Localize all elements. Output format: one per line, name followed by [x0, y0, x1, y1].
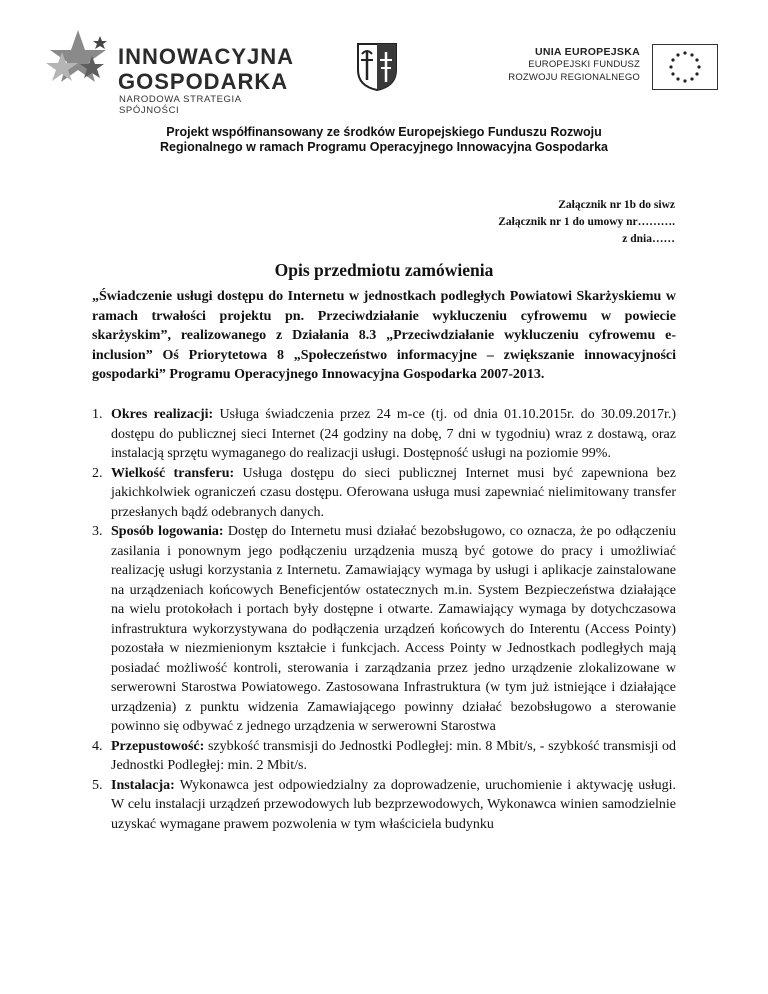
list-item-number: 3. [92, 524, 103, 539]
cofinancing-statement [0, 125, 768, 155]
cofinancing-line-1: Projekt współfinansowany ze środków Europejskiego Funduszu Rozwoju [166, 125, 602, 139]
eu-logo-text [508, 46, 640, 84]
logo-text-gospodarka: GOSPODARKA [118, 69, 289, 94]
cofinancing-line-2: Regionalnego w ramach Programu Operacyjnego Innowacyjna Gospodarka [159, 140, 609, 154]
list-item-label: Sposób logowania: [111, 524, 224, 539]
eu-text-unia: UNIA EUROPEJSKA [534, 46, 640, 58]
list-item-label: Przepustowość: [111, 738, 205, 754]
list-item [92, 405, 676, 464]
attachment-line-3: z dnia…… [622, 233, 675, 245]
innowacyjna-gospodarka-logo [40, 22, 300, 116]
list-item [92, 737, 676, 776]
intro-paragraph [92, 287, 676, 385]
logo-text-strategia: NARODOWA STRATEGIA SPÓJNOŚCI [119, 94, 242, 116]
list-item-number: 1. [92, 407, 103, 422]
list-item-text: Usługa dostępu do sieci publicznej Internet musi być zapewniona bez jakichkolwiek ograniczeń czasu dostępu. Oferowana usługa musi zapewniać nielimitowany transfer przesłanych bądź odebranych danych. [111, 465, 677, 520]
list-item-label: Instalacja: [111, 777, 175, 793]
attachment-reference [498, 197, 675, 248]
logo-text-innowacyjna: INNOWACYJNA [118, 44, 295, 69]
list-item [92, 464, 676, 523]
eu-flag-icon [652, 44, 718, 90]
eu-text-fundusz: EUROPEJSKI FUNDUSZ [528, 59, 640, 70]
list-item-text: Usługa świadczenia przez 24 m-ce (tj. od dnia 01.10.2015r. do 30.09.2017r.) dostępu do publicznej sieci Internet (24 godziny na dobę, 7 dni w tygodniu) wraz z dostawą, oraz instalacją sprzętu wymaganego do realizacji usługi. Dostępność usługi na poziomie 99%. [111, 407, 676, 461]
attachment-line-2: Załącznik nr 1 do umowy nr………. [498, 216, 675, 228]
stars-emblem-icon [40, 22, 116, 102]
attachment-line-1: Załącznik nr 1b do siwz [558, 199, 675, 211]
list-item-number: 5. [92, 777, 103, 793]
eu-text-rozwoju: ROZWOJU REGIONALNEGO [508, 72, 640, 83]
list-item-label: Okres realizacji: [111, 407, 214, 422]
list-item-text: szybkość transmisji do Jednostki Podległej: min. 8 Mbit/s, - szybkość transmisji od Jednostki Podległej: min. 2 Mbit/s. [111, 738, 676, 773]
document-title: Opis przedmiotu zamówienia [274, 260, 494, 280]
list-item-text: Wykonawca jest odpowiedzialny za doprowadzenie, uruchomienie i aktywację usługi. W celu instalacji urządzeń przewodowych lub bezprzewodowych, Wykonawca winien samodzielnie uzyskać wymagane prawem pozwolenia w tym właściciela budynku [111, 777, 676, 832]
list-item-text: Dostęp do Internetu musi działać bezobsługowo, co oznacza, że po odłączeniu zasilania i ponownym jego podłączeniu urządzenia muszą być gotowe do pracy i umożliwiać realizację usługi korzystania z Internetu. Zamawiający wymaga by usługi i aplikacje zainstalowane na urządzeniach końcowych Beneficjentów ostatecznych m.in. System Bezpieczeństwa działające na wielu protokołach i portach były dostępne i otwarte. Zamawiający wymaga by dotychczasowa infrastruktura wykorzystywana do podłączenia urządzeń końcowych do Interentu (Access Pointy) pozostała w niezmienionym kształcie i funkcjach. Access Pointy w Jednostkach podległych mają posiadać możliwość kontroli, sterowania i zarządzania przez jedno urządzenie zlokalizowane w serwerowni Starostwa Powiatowego. Zastosowana Infrastruktura (w tym już istniejące i działające urządzenia) z punktu widzenia Zamawiającego powinny działać bezobsługowo a sterowanie powinno się odbywać z jednego urządzenia w serwerowni Starostwa [111, 524, 676, 734]
intro-text: „Świadczenie usługi dostępu do Internetu w jednostkach podległych Powiatowi Skarżyskiemu w ramach trwałości projektu pn. Przeciwdziałanie wykluczeniu cyfrowemu w powiecie skarżyskim”, realizowanego z Działania 8.3 „Przeciwdziałanie wykluczeniu cyfrowemu e-inclusion” Oś Priorytetowa 8 „Społeczeństwo informacyjne – zwiększanie innowacyjności gospodarki” Programu Operacyjnego Innowacyjna Gospodarka 2007-2013. [92, 289, 676, 382]
list-item [92, 522, 676, 737]
coat-of-arms-icon [356, 42, 398, 92]
list-item [92, 776, 676, 835]
list-item-label: Wielkość transferu: [111, 465, 235, 481]
requirements-list [92, 405, 676, 834]
list-item-number: 2. [92, 465, 103, 481]
list-item-number: 4. [92, 738, 103, 754]
